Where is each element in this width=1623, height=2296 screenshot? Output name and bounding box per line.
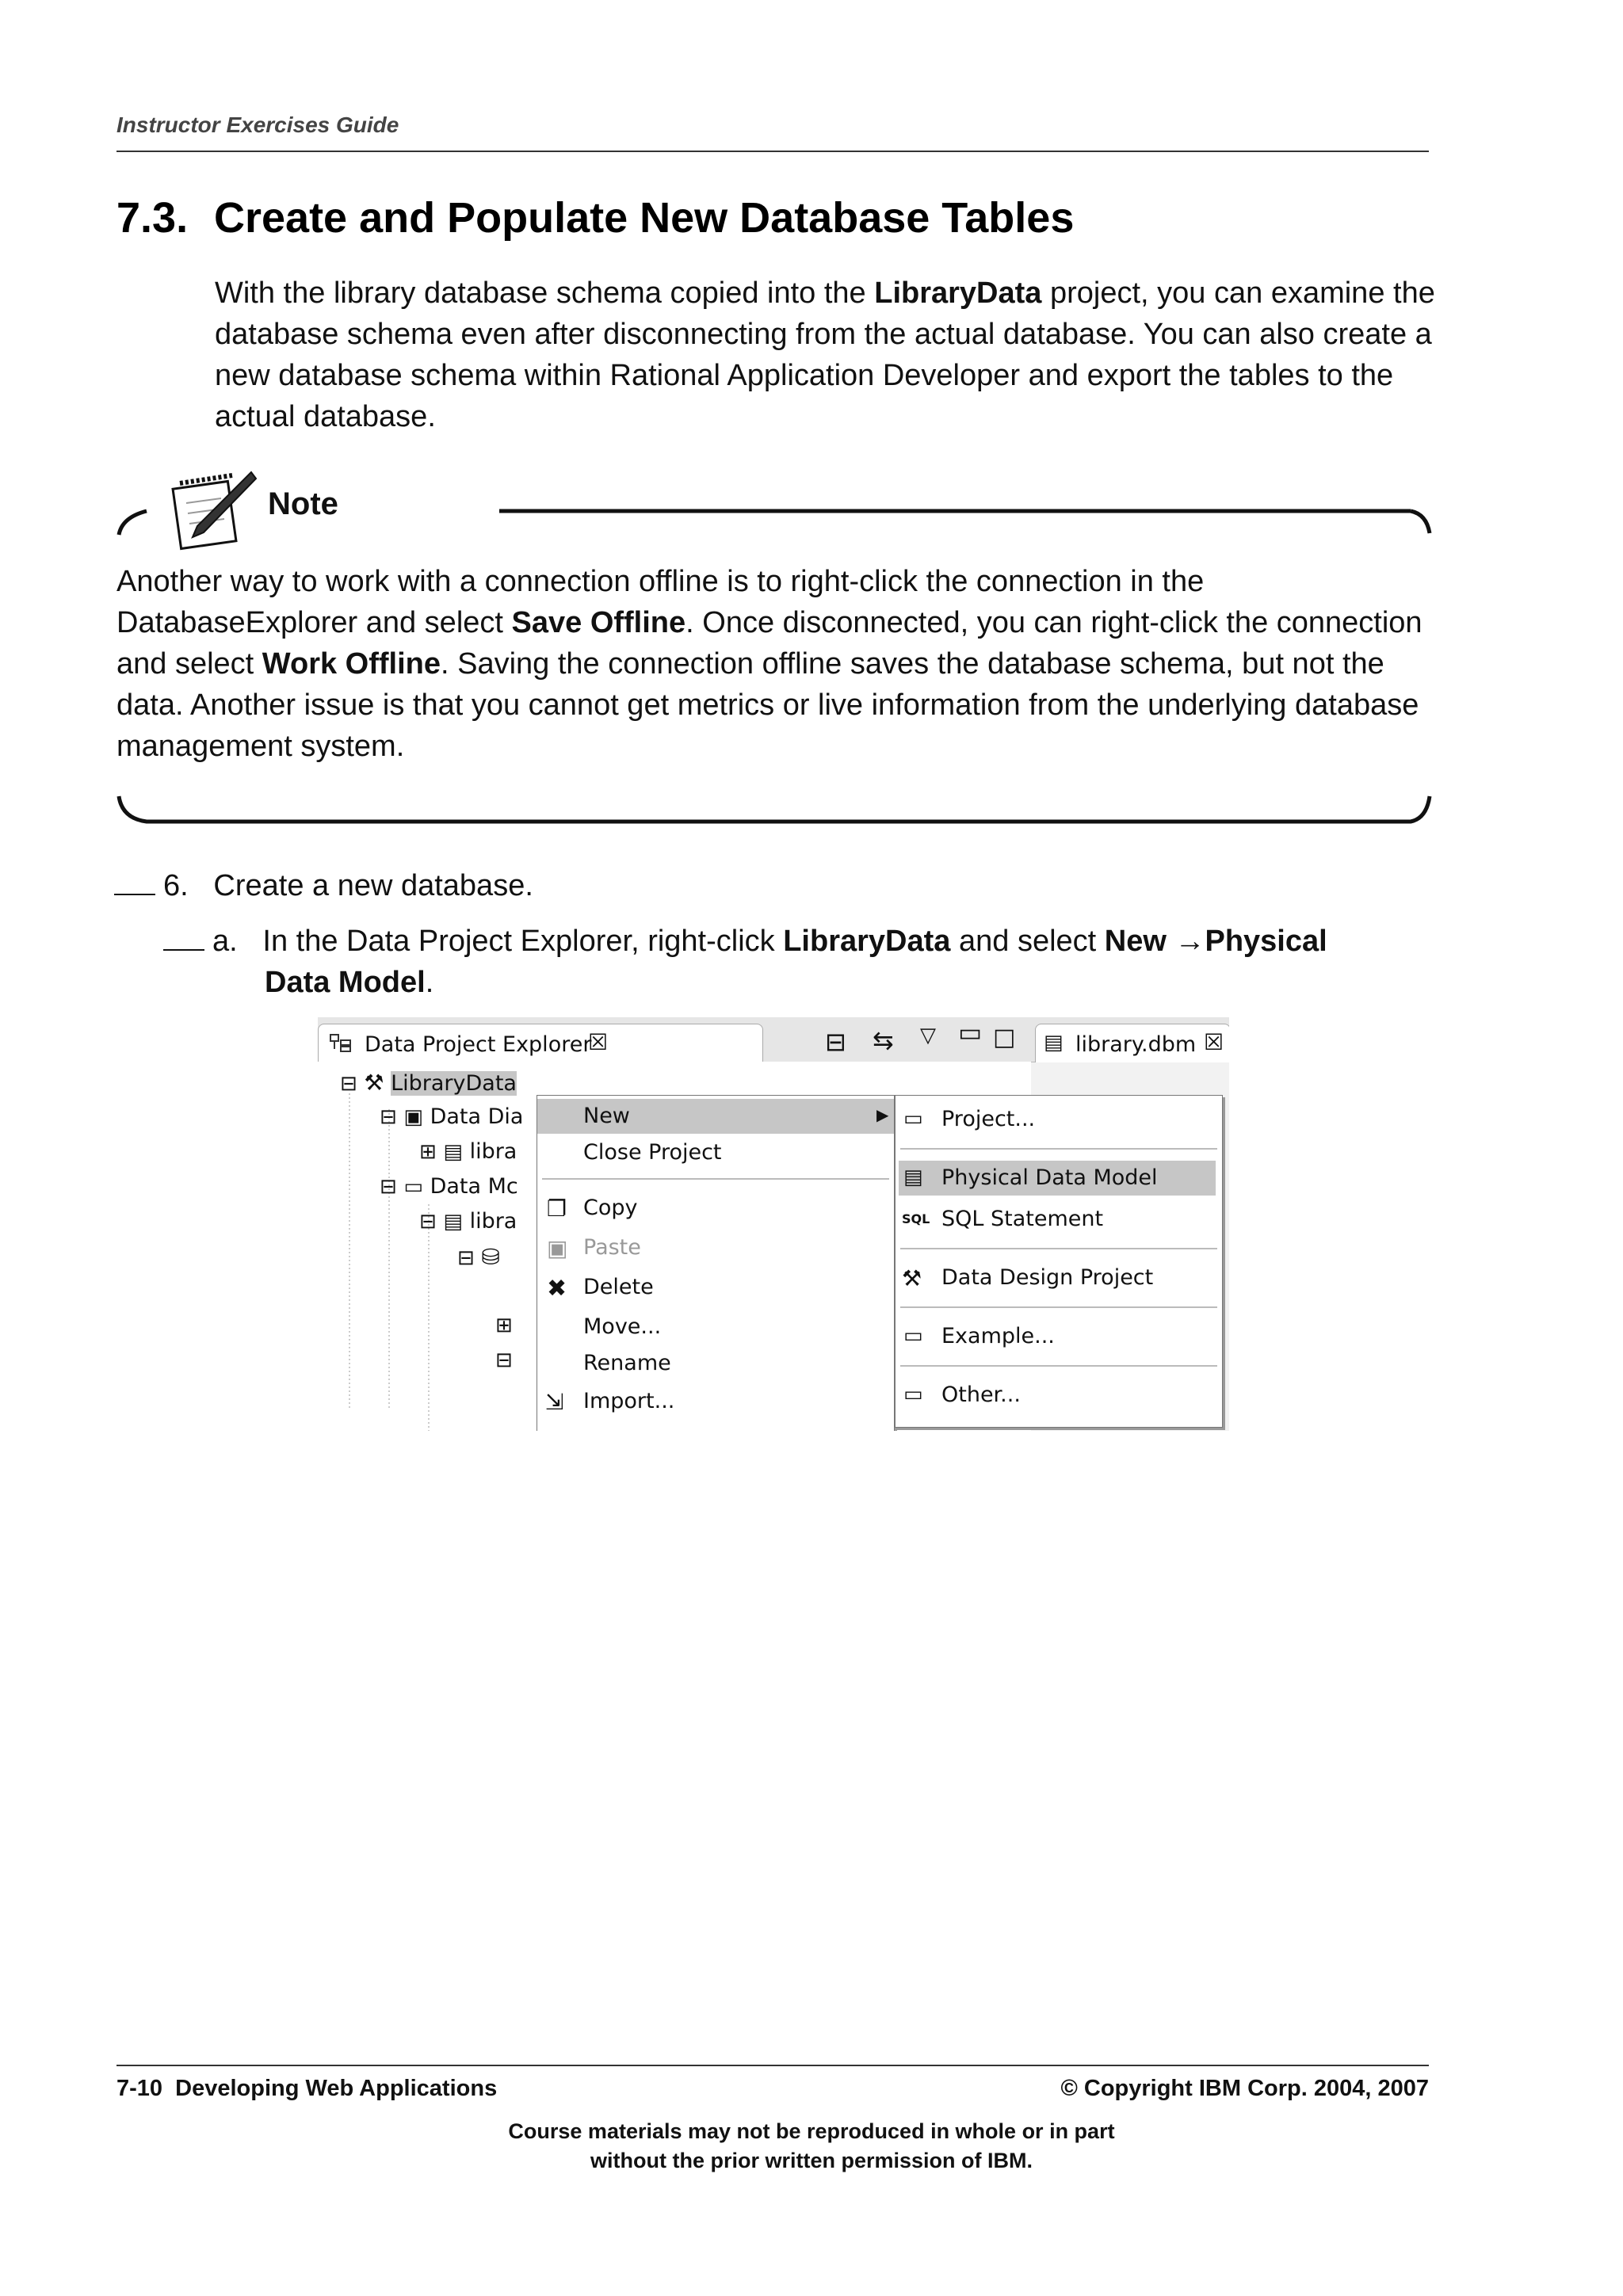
data-model-icon: ▤ [903, 1165, 923, 1189]
collapse-all-icon[interactable]: ⊟ [825, 1027, 846, 1057]
submenu-separator [900, 1306, 1217, 1308]
submenu-item-example[interactable] [896, 1319, 1222, 1354]
step-a-checkbox-line [163, 943, 204, 951]
close-icon[interactable]: ☒ [588, 1029, 609, 1055]
section-title [116, 193, 1074, 242]
step-a-text-1: In the Data Project Explorer, right-click [262, 925, 784, 958]
delete-icon: ✖ [547, 1275, 567, 1302]
submenu-arrow-icon: ▶ [876, 1105, 889, 1124]
folder-icon: ▭ [403, 1175, 423, 1199]
view-tab-bar [318, 1017, 1229, 1062]
submenu-label-physical-data-model: Physical Data Model [941, 1165, 1158, 1190]
ide-screenshot [318, 1017, 1229, 1431]
submenu-label-other: Other... [941, 1383, 1021, 1407]
menu-label-delete: Delete [583, 1275, 654, 1299]
menu-separator [542, 1178, 889, 1180]
step-6-number: 6. [163, 869, 189, 902]
guide-title: Instructor Exercises Guide [116, 113, 399, 137]
note-text-2: . Once disconnected, you can right-click the connection and select [116, 606, 1423, 681]
submenu-item-project[interactable] [896, 1102, 1222, 1137]
step-a-number: a. [212, 925, 238, 958]
menu-item-paste [537, 1230, 894, 1265]
step-a-text-2: and select [950, 925, 1105, 958]
tree-expander-1[interactable]: ⊞ [495, 1314, 513, 1337]
library-dbm-tab[interactable] [1035, 1024, 1229, 1062]
explorer-view-icon [330, 1034, 352, 1053]
submenu-label-example: Example... [941, 1324, 1055, 1348]
submenu-label-sql-statement: SQL Statement [941, 1207, 1104, 1231]
header-rule [116, 151, 1429, 152]
step-a-bold-data-model: Data Model [265, 966, 426, 999]
menu-label-copy: Copy [583, 1196, 638, 1220]
submenu-separator [900, 1248, 1217, 1249]
arrow-right-icon: → [1174, 925, 1205, 958]
copy-icon: ❐ [547, 1196, 567, 1222]
tree-item-library-diagram[interactable]: ⊞ ▤ libra [419, 1139, 517, 1164]
step-6-checkbox-line [114, 887, 155, 895]
new-wizard-icon: ▭ [903, 1383, 923, 1406]
step-a-bold-physical: Physical [1205, 925, 1327, 958]
step-a-bold-new: New [1104, 925, 1167, 958]
note-label: Note [268, 486, 338, 521]
sql-icon: SQL [902, 1211, 930, 1226]
context-menu [537, 1095, 895, 1431]
menu-item-import[interactable] [537, 1384, 894, 1419]
note-bold-save-offline: Save Offline [511, 606, 686, 639]
section-number: 7.3. [116, 194, 189, 242]
submenu-label-project: Project... [941, 1107, 1036, 1131]
paste-icon: ▣ [547, 1235, 568, 1261]
menu-item-delete[interactable] [537, 1270, 894, 1305]
note-text [116, 561, 1432, 767]
note-text-1: Another way to work with a connection offline is to right-click the connection in the DatabaseExplorer and select [116, 565, 1205, 639]
project-icon: ⚒ [364, 1070, 384, 1096]
dbm-file-icon: ▤ [1044, 1031, 1064, 1055]
footer-permission [0, 2117, 1623, 2176]
menu-item-new[interactable] [537, 1099, 894, 1134]
import-icon: ⇲ [545, 1389, 564, 1415]
tree-item-librarydata[interactable]: ⊟ ⚒ LibraryData [340, 1070, 517, 1096]
submenu-label-data-design-project: Data Design Project [941, 1265, 1154, 1290]
database-icon: ⛁ [481, 1244, 500, 1270]
step-a-period: . [425, 966, 434, 999]
menu-label-move: Move... [583, 1314, 662, 1339]
submenu-item-data-design-project[interactable] [896, 1261, 1222, 1295]
submenu-separator [900, 1148, 1217, 1150]
menu-item-move[interactable] [537, 1310, 894, 1344]
intro-text-1: With the library database schema copied into the [215, 277, 875, 310]
dbm-file-icon: ▤ [443, 1140, 463, 1164]
footer-page-label: 7-10 Developing Web Applications [116, 2076, 498, 2101]
menu-item-copy[interactable] [537, 1191, 894, 1226]
step-6 [114, 865, 533, 906]
minimize-icon[interactable]: ▭ [958, 1017, 983, 1047]
note-pad-pen-icon [170, 467, 258, 555]
intro-paragraph [215, 273, 1435, 437]
step-6-text: Create a new database. [213, 869, 533, 902]
data-project-explorer-tab[interactable] [318, 1024, 763, 1062]
tree-expander-2[interactable]: ⊟ [495, 1348, 513, 1372]
submenu-separator [900, 1365, 1217, 1367]
view-menu-icon[interactable]: ▽ [920, 1024, 936, 1047]
menu-label-paste: Paste [583, 1235, 641, 1260]
link-editor-icon[interactable]: ⇆ [873, 1025, 894, 1055]
menu-label-close-project: Close Project [583, 1140, 722, 1165]
dbm-file-icon: ▤ [443, 1210, 463, 1234]
step-a [163, 921, 1327, 962]
intro-bold-librarydata: LibraryData [874, 277, 1042, 310]
intro-text-2: project, you can examine the database schema even after disconnecting from the actual database. You can also create a new database schema within Rational Application Developer and export the tables to the actual database. [215, 277, 1435, 433]
step-a-continued [265, 962, 433, 1003]
new-wizard-icon: ▭ [903, 1324, 923, 1348]
menu-item-rename[interactable] [537, 1346, 894, 1381]
note-bold-work-offline: Work Offline [262, 647, 441, 681]
menu-label-rename: Rename [583, 1351, 671, 1375]
tree-item-database[interactable]: ⊟ ⛁ [457, 1244, 500, 1270]
editor-tab-label: library.dbm [1075, 1032, 1197, 1057]
menu-item-close-project[interactable] [537, 1135, 894, 1170]
submenu-item-physical-data-model[interactable] [899, 1161, 1216, 1196]
tree-item-data-diagrams[interactable]: ⊟ ▣ Data Dia [380, 1104, 524, 1129]
menu-label-new: New [583, 1104, 630, 1128]
tree-item-data-models[interactable]: ⊟ ▭ Data Mc [380, 1174, 518, 1199]
new-submenu [895, 1095, 1223, 1428]
explorer-tab-label: Data Project Explorer [365, 1032, 592, 1057]
footer-permission-line-1: Course materials may not be reproduced in whole or in part [508, 2119, 1115, 2143]
tree-label-libra-2: libra [469, 1209, 517, 1234]
footer-permission-line-2: without the prior written permission of IBM. [590, 2149, 1033, 2172]
submenu-item-other[interactable] [896, 1378, 1222, 1413]
project-icon: ⚒ [902, 1265, 922, 1291]
section-title-text: Create and Populate New Database Tables [214, 194, 1075, 242]
new-wizard-icon: ▭ [903, 1107, 923, 1131]
diagram-folder-icon: ▣ [403, 1105, 423, 1129]
footer-copyright: © Copyright IBM Corp. 2004, 2007 [1060, 2076, 1429, 2101]
tree-label-libra-1: libra [469, 1139, 517, 1164]
step-a-bold-librarydata: LibraryData [783, 925, 951, 958]
tree-label-data-models: Data Mc [430, 1174, 518, 1199]
tree-item-library-model[interactable]: ⊟ ▤ libra [419, 1209, 517, 1234]
tree-label-librarydata: LibraryData [391, 1071, 517, 1096]
note-text-3: . Saving the connection offline saves the database schema, but not the data. Another issue is that you cannot get metrics or live information from the underlying database management system. [116, 647, 1419, 763]
tree-label-data-diagrams: Data Dia [430, 1104, 524, 1129]
menu-label-import: Import... [583, 1389, 675, 1413]
footer-rule [116, 2065, 1429, 2066]
maximize-icon[interactable]: □ [993, 1024, 1016, 1051]
close-icon[interactable]: ☒ [1204, 1029, 1224, 1055]
submenu-item-sql-statement[interactable] [896, 1202, 1222, 1237]
